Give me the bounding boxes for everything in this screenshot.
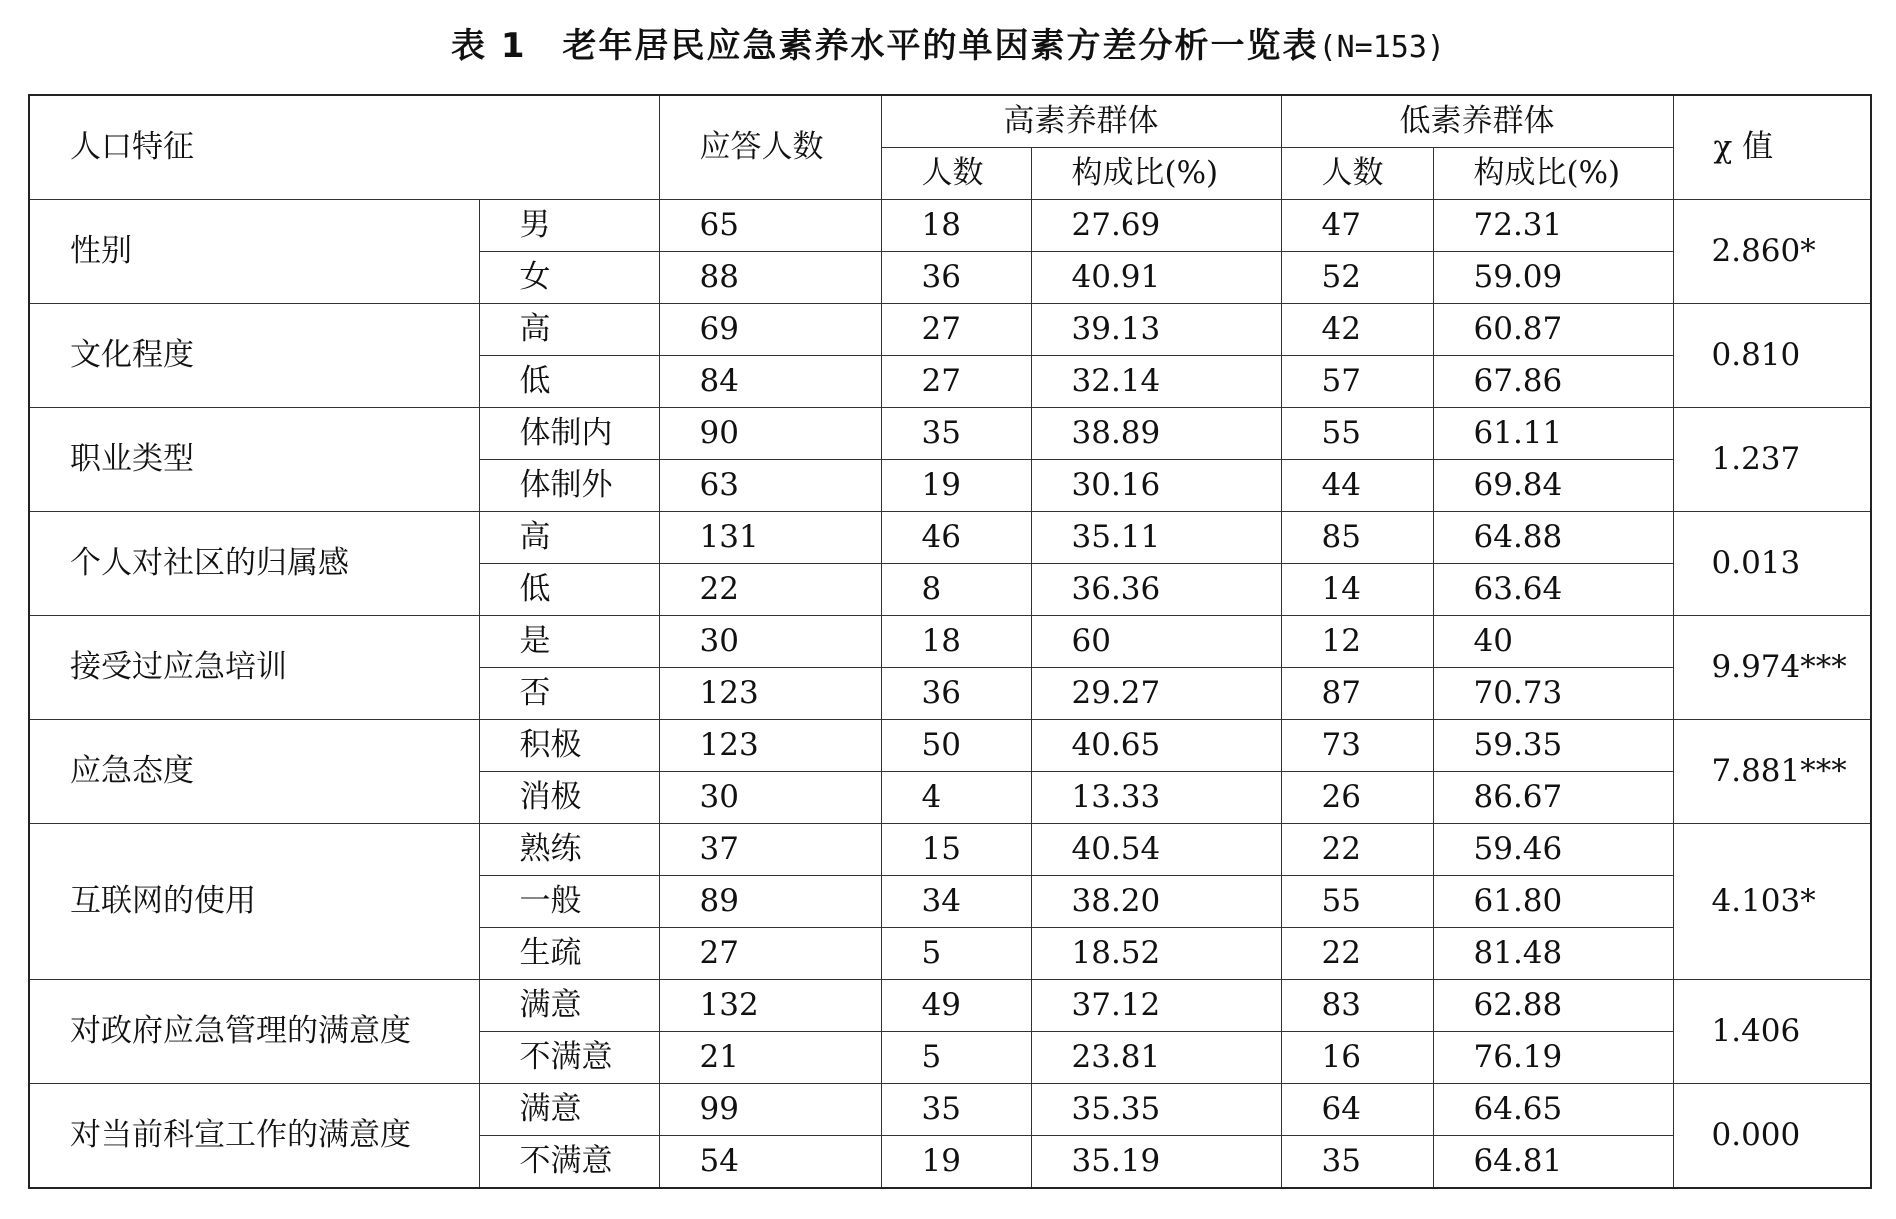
high-count-cell: 15 xyxy=(881,824,1031,876)
low-ratio-cell: 64.81 xyxy=(1433,1136,1673,1189)
low-count-cell: 55 xyxy=(1281,876,1433,928)
high-ratio-cell: 40.54 xyxy=(1031,824,1281,876)
respondents-cell: 132 xyxy=(659,980,881,1032)
level-cell: 熟练 xyxy=(479,824,659,876)
low-ratio-cell: 69.84 xyxy=(1433,460,1673,512)
category-cell: 性别 xyxy=(29,200,479,304)
header-high-group: 高素养群体 xyxy=(881,95,1281,148)
low-ratio-cell: 81.48 xyxy=(1433,928,1673,980)
low-ratio-cell: 70.73 xyxy=(1433,668,1673,720)
respondents-cell: 54 xyxy=(659,1136,881,1189)
high-ratio-cell: 37.12 xyxy=(1031,980,1281,1032)
respondents-cell: 123 xyxy=(659,668,881,720)
header-low-count: 人数 xyxy=(1281,148,1433,200)
respondents-cell: 131 xyxy=(659,512,881,564)
category-cell: 个人对社区的归属感 xyxy=(29,512,479,616)
low-count-cell: 85 xyxy=(1281,512,1433,564)
low-count-cell: 42 xyxy=(1281,304,1433,356)
high-ratio-cell: 35.11 xyxy=(1031,512,1281,564)
low-ratio-cell: 61.11 xyxy=(1433,408,1673,460)
anova-table xyxy=(28,94,1872,1189)
level-cell: 不满意 xyxy=(479,1136,659,1189)
low-count-cell: 47 xyxy=(1281,200,1433,252)
chi-value-cell: 7.881*** xyxy=(1673,720,1871,824)
respondents-cell: 84 xyxy=(659,356,881,408)
low-count-cell: 16 xyxy=(1281,1032,1433,1084)
low-count-cell: 55 xyxy=(1281,408,1433,460)
header-row-top xyxy=(29,95,1871,148)
high-count-cell: 18 xyxy=(881,200,1031,252)
table-row xyxy=(29,304,1871,356)
level-cell: 高 xyxy=(479,304,659,356)
level-cell: 低 xyxy=(479,356,659,408)
respondents-cell: 27 xyxy=(659,928,881,980)
high-ratio-cell: 30.16 xyxy=(1031,460,1281,512)
level-cell: 积极 xyxy=(479,720,659,772)
high-ratio-cell: 60 xyxy=(1031,616,1281,668)
respondents-cell: 30 xyxy=(659,772,881,824)
respondents-cell: 89 xyxy=(659,876,881,928)
low-ratio-cell: 60.87 xyxy=(1433,304,1673,356)
high-count-cell: 27 xyxy=(881,356,1031,408)
header-characteristic: 人口特征 xyxy=(29,95,659,200)
low-count-cell: 35 xyxy=(1281,1136,1433,1189)
high-ratio-cell: 38.20 xyxy=(1031,876,1281,928)
low-ratio-cell: 59.35 xyxy=(1433,720,1673,772)
high-count-cell: 49 xyxy=(881,980,1031,1032)
high-count-cell: 35 xyxy=(881,408,1031,460)
high-ratio-cell: 40.65 xyxy=(1031,720,1281,772)
table-row xyxy=(29,512,1871,564)
table-row xyxy=(29,200,1871,252)
chi-value-cell: 1.406 xyxy=(1673,980,1871,1084)
high-ratio-cell: 35.19 xyxy=(1031,1136,1281,1189)
level-cell: 体制外 xyxy=(479,460,659,512)
level-cell: 否 xyxy=(479,668,659,720)
respondents-cell: 22 xyxy=(659,564,881,616)
high-count-cell: 46 xyxy=(881,512,1031,564)
header-low-ratio: 构成比(%) xyxy=(1433,148,1673,200)
high-count-cell: 19 xyxy=(881,1136,1031,1189)
table-title xyxy=(0,18,1896,67)
level-cell: 高 xyxy=(479,512,659,564)
category-cell: 对政府应急管理的满意度 xyxy=(29,980,479,1084)
header-low-group: 低素养群体 xyxy=(1281,95,1673,148)
high-count-cell: 18 xyxy=(881,616,1031,668)
respondents-cell: 69 xyxy=(659,304,881,356)
category-cell: 接受过应急培训 xyxy=(29,616,479,720)
high-ratio-cell: 29.27 xyxy=(1031,668,1281,720)
low-count-cell: 57 xyxy=(1281,356,1433,408)
header-high-count: 人数 xyxy=(881,148,1031,200)
level-cell: 低 xyxy=(479,564,659,616)
high-ratio-cell: 38.89 xyxy=(1031,408,1281,460)
table-row xyxy=(29,1084,1871,1136)
low-ratio-cell: 72.31 xyxy=(1433,200,1673,252)
low-count-cell: 73 xyxy=(1281,720,1433,772)
level-cell: 满意 xyxy=(479,1084,659,1136)
low-ratio-cell: 86.67 xyxy=(1433,772,1673,824)
high-count-cell: 34 xyxy=(881,876,1031,928)
level-cell: 是 xyxy=(479,616,659,668)
low-ratio-cell: 59.09 xyxy=(1433,252,1673,304)
chi-value-cell: 4.103* xyxy=(1673,824,1871,980)
high-ratio-cell: 40.91 xyxy=(1031,252,1281,304)
category-cell: 职业类型 xyxy=(29,408,479,512)
level-cell: 满意 xyxy=(479,980,659,1032)
category-cell: 对当前科宣工作的满意度 xyxy=(29,1084,479,1189)
low-count-cell: 22 xyxy=(1281,824,1433,876)
high-count-cell: 5 xyxy=(881,1032,1031,1084)
level-cell: 体制内 xyxy=(479,408,659,460)
low-ratio-cell: 63.64 xyxy=(1433,564,1673,616)
table-row xyxy=(29,720,1871,772)
chi-value-cell: 0.810 xyxy=(1673,304,1871,408)
respondents-cell: 21 xyxy=(659,1032,881,1084)
header-high-ratio: 构成比(%) xyxy=(1031,148,1281,200)
high-count-cell: 4 xyxy=(881,772,1031,824)
chi-value-cell: 1.237 xyxy=(1673,408,1871,512)
level-cell: 男 xyxy=(479,200,659,252)
chi-value-cell: 9.974*** xyxy=(1673,616,1871,720)
header-respondents: 应答人数 xyxy=(659,95,881,200)
low-ratio-cell: 76.19 xyxy=(1433,1032,1673,1084)
high-count-cell: 50 xyxy=(881,720,1031,772)
high-ratio-cell: 36.36 xyxy=(1031,564,1281,616)
respondents-cell: 99 xyxy=(659,1084,881,1136)
high-count-cell: 8 xyxy=(881,564,1031,616)
high-count-cell: 27 xyxy=(881,304,1031,356)
high-ratio-cell: 23.81 xyxy=(1031,1032,1281,1084)
low-count-cell: 87 xyxy=(1281,668,1433,720)
low-ratio-cell: 62.88 xyxy=(1433,980,1673,1032)
low-ratio-cell: 64.65 xyxy=(1433,1084,1673,1136)
high-ratio-cell: 32.14 xyxy=(1031,356,1281,408)
high-ratio-cell: 13.33 xyxy=(1031,772,1281,824)
chi-value-cell: 2.860* xyxy=(1673,200,1871,304)
table-row xyxy=(29,824,1871,876)
respondents-cell: 88 xyxy=(659,252,881,304)
low-count-cell: 22 xyxy=(1281,928,1433,980)
table-row xyxy=(29,980,1871,1032)
chi-value-cell: 0.000 xyxy=(1673,1084,1871,1189)
high-ratio-cell: 35.35 xyxy=(1031,1084,1281,1136)
high-count-cell: 36 xyxy=(881,252,1031,304)
respondents-cell: 123 xyxy=(659,720,881,772)
respondents-cell: 90 xyxy=(659,408,881,460)
low-ratio-cell: 40 xyxy=(1433,616,1673,668)
low-count-cell: 26 xyxy=(1281,772,1433,824)
level-cell: 不满意 xyxy=(479,1032,659,1084)
respondents-cell: 63 xyxy=(659,460,881,512)
category-cell: 文化程度 xyxy=(29,304,479,408)
level-cell: 女 xyxy=(479,252,659,304)
header-chi: χ 值 xyxy=(1673,95,1871,200)
table-body xyxy=(29,200,1871,1189)
low-count-cell: 83 xyxy=(1281,980,1433,1032)
respondents-cell: 37 xyxy=(659,824,881,876)
table-title-sample-size: (N=153) xyxy=(1318,30,1445,65)
table-row xyxy=(29,408,1871,460)
low-count-cell: 14 xyxy=(1281,564,1433,616)
respondents-cell: 65 xyxy=(659,200,881,252)
high-ratio-cell: 18.52 xyxy=(1031,928,1281,980)
low-ratio-cell: 59.46 xyxy=(1433,824,1673,876)
level-cell: 一般 xyxy=(479,876,659,928)
high-count-cell: 36 xyxy=(881,668,1031,720)
high-ratio-cell: 27.69 xyxy=(1031,200,1281,252)
low-count-cell: 44 xyxy=(1281,460,1433,512)
table-row xyxy=(29,616,1871,668)
table-title-main: 表 1 老年居民应急素养水平的单因素方差分析一览表 xyxy=(451,26,1319,66)
category-cell: 应急态度 xyxy=(29,720,479,824)
low-count-cell: 52 xyxy=(1281,252,1433,304)
low-ratio-cell: 67.86 xyxy=(1433,356,1673,408)
low-count-cell: 64 xyxy=(1281,1084,1433,1136)
low-ratio-cell: 64.88 xyxy=(1433,512,1673,564)
high-count-cell: 35 xyxy=(881,1084,1031,1136)
high-count-cell: 5 xyxy=(881,928,1031,980)
respondents-cell: 30 xyxy=(659,616,881,668)
category-cell: 互联网的使用 xyxy=(29,824,479,980)
level-cell: 生疏 xyxy=(479,928,659,980)
low-count-cell: 12 xyxy=(1281,616,1433,668)
high-ratio-cell: 39.13 xyxy=(1031,304,1281,356)
level-cell: 消极 xyxy=(479,772,659,824)
chi-value-cell: 0.013 xyxy=(1673,512,1871,616)
high-count-cell: 19 xyxy=(881,460,1031,512)
low-ratio-cell: 61.80 xyxy=(1433,876,1673,928)
